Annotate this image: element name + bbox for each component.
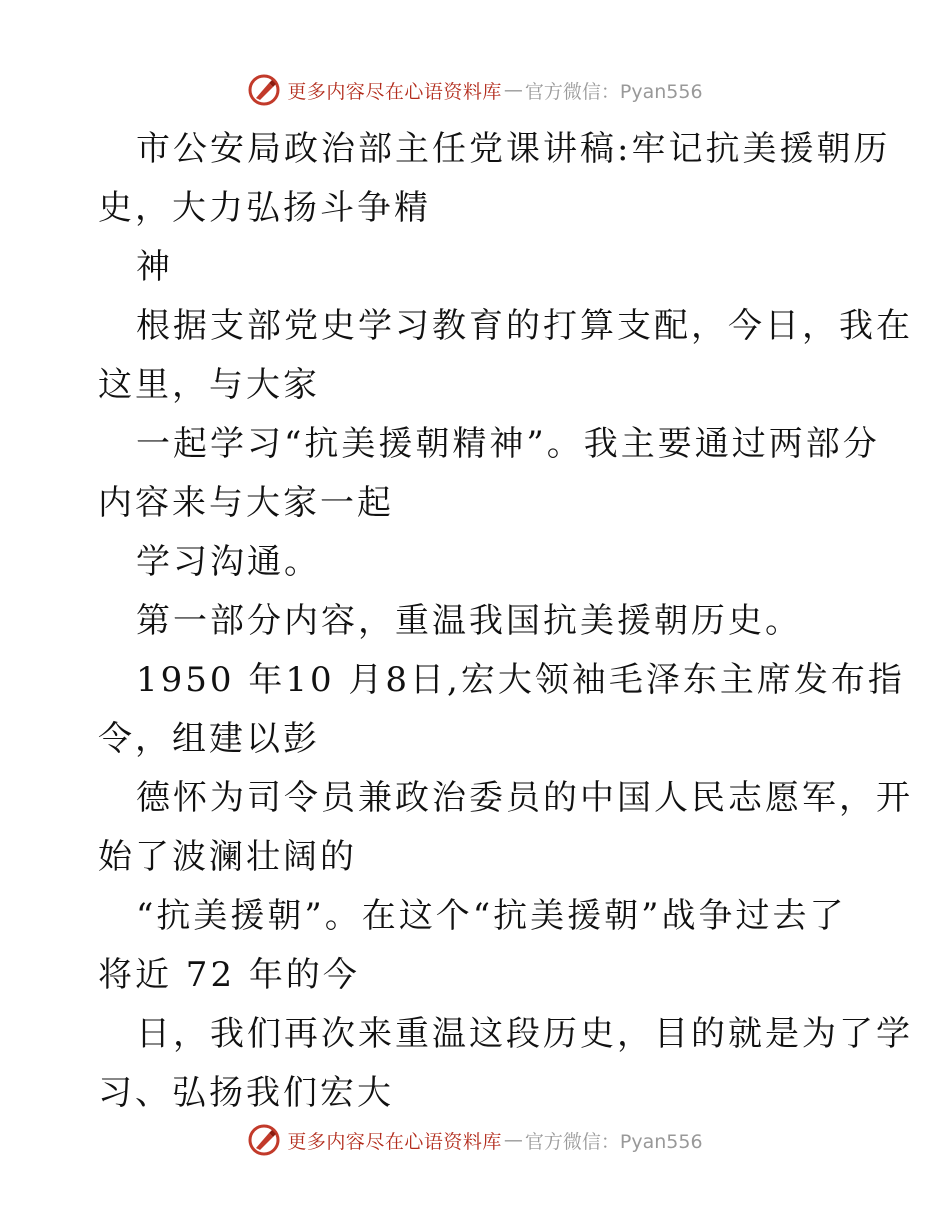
- text-line: 一起学习“抗美援朝精神”。我主要通过两部分: [136, 424, 880, 464]
- pen-logo-icon: [247, 1123, 281, 1157]
- text-line: 内容来与大家一起: [98, 483, 394, 523]
- text-line: 德怀为司令员兼政治委员的中国人民志愿军，开: [136, 778, 913, 818]
- watermark-dash: —: [503, 1129, 523, 1151]
- text-line: 市公安局政治部主任党课讲稿:牢记抗美援朝历: [136, 129, 891, 169]
- watermark-wechat-text: 官方微信：Pyan556: [524, 80, 703, 103]
- watermark-main-text: 更多内容尽在心语资料库: [287, 80, 502, 103]
- text-line: 这里，与大家: [98, 365, 320, 405]
- text-line: 始了波澜壮阔的: [98, 837, 357, 877]
- text-line: 习、弘扬我们宏大: [98, 1073, 394, 1113]
- text-line: 史，大力弘扬斗争精: [98, 188, 431, 228]
- header-watermark: [0, 70, 950, 110]
- pen-logo-icon: [247, 73, 281, 107]
- watermark-wechat-text: 官方微信：Pyan556: [524, 1130, 703, 1153]
- text-line: 第一部分内容，重温我国抗美援朝历史。: [136, 601, 802, 641]
- text-line: 令，组建以彭: [98, 719, 320, 759]
- text-line: 学习沟通。: [136, 542, 321, 582]
- document-body: [98, 120, 913, 1123]
- text-line: 将近 72 年的今: [98, 955, 360, 995]
- footer-watermark: [0, 1120, 950, 1160]
- text-line: 1950 年10 月8日,宏大领袖毛泽东主席发布指: [136, 660, 905, 700]
- watermark-dash: —: [503, 79, 523, 101]
- text-line: 神: [136, 247, 173, 287]
- text-line: “抗美援朝”。在这个“抗美援朝”战争过去了: [136, 896, 847, 936]
- text-line: 日，我们再次来重温这段历史，目的就是为了学: [136, 1014, 913, 1054]
- text-line: 根据支部党史学习教育的打算支配，今日，我在: [136, 306, 913, 346]
- watermark-main-text: 更多内容尽在心语资料库: [287, 1130, 502, 1153]
